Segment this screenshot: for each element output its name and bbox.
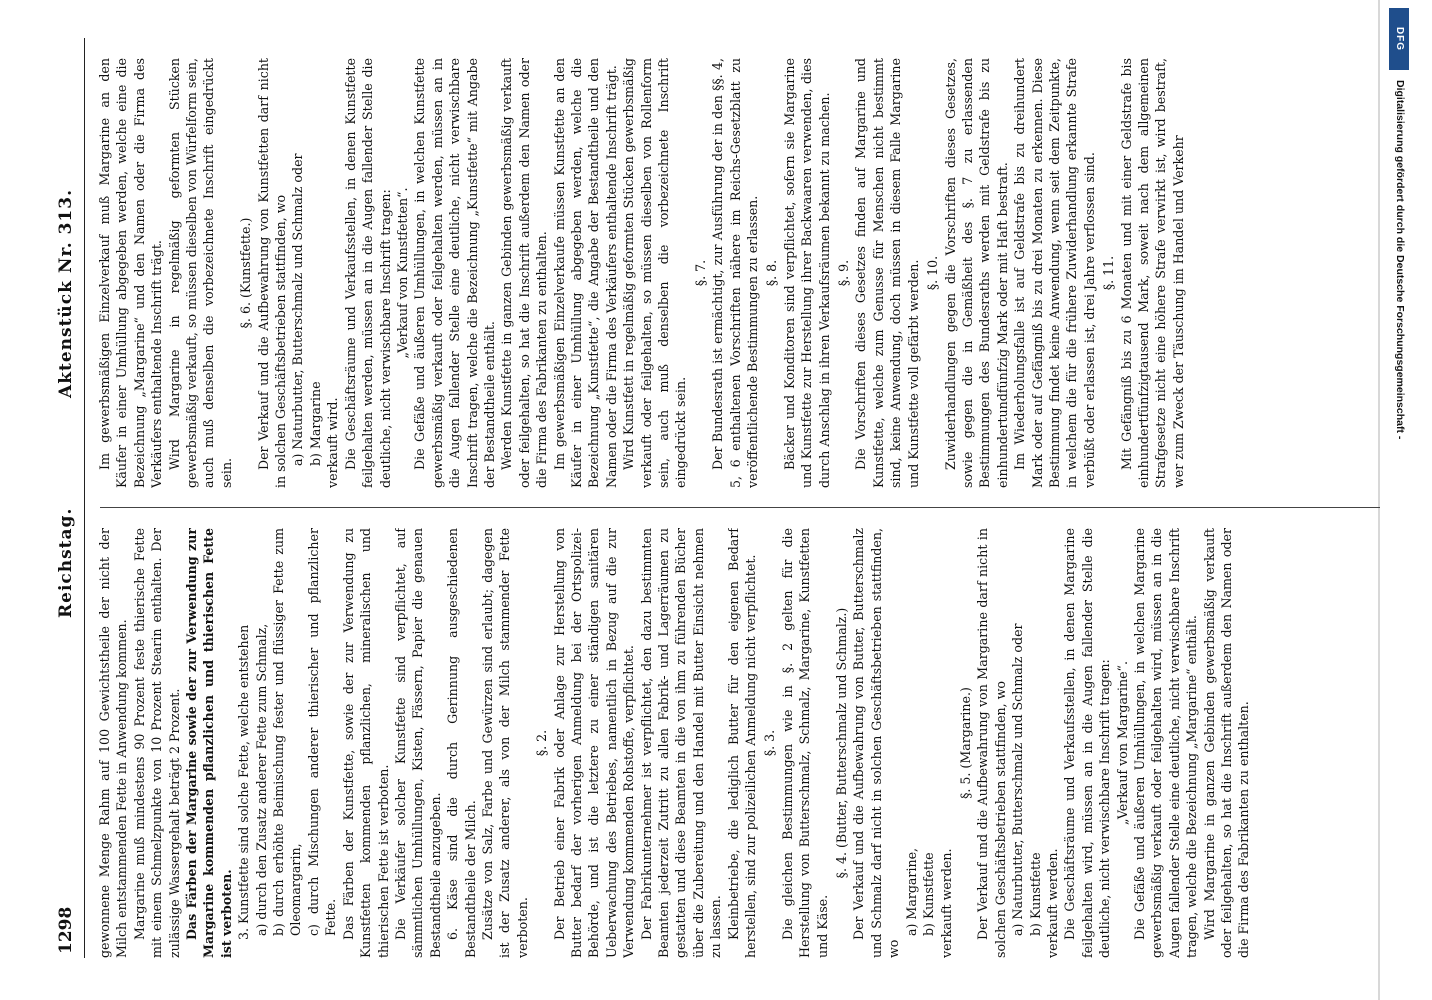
paragraph: Die Gefäße und äußeren Umhüllungen, in welchen Kunstfette gewerbsmäßig verkauft oder feilgehalten werden, müssen an in die Augen fallender Stelle eine deutliche, nicht verwischbare Inschrift tragen, welche die Bezeichnung „Kunstfette“ mit Angabe der Bestandtheile enthält.	[412, 58, 497, 488]
dfg-logo	[1389, 8, 1409, 70]
list-item: c) durch Mischungen anderer thierischer und pflanzlicher Fette.	[305, 528, 339, 936]
section-heading: §. 9.	[836, 259, 852, 287]
list-item: b) Kunstfette	[1027, 852, 1043, 936]
paragraph: 3. Kunstfette sind solche Fette, welche entstehen	[236, 624, 252, 940]
paragraph: Die Vorschriften dieses Gesetzes finden auf Margarine und Kunstfette, welche zum Genusse für Menschen nicht bestimmt sind, keine Anwendung, doch müssen in diesem Falle Margarine und Kunstfette voll gefärbt werden.	[853, 58, 921, 488]
paragraph: verkauft wird.	[325, 397, 341, 488]
section-heading: §. 3.	[762, 729, 778, 757]
list-item: b) Margarine	[307, 381, 323, 466]
section-heading: §. 6. (Kunstfette.)	[238, 217, 254, 329]
paragraph: Margarine muß mindestens 90 Prozent feste thierische Fette mit einem Schmelzpunkte von 10 Prozent Stearin enthalten. Der zulässige Wassergehalt beträgt 2 Prozent.	[131, 528, 182, 958]
section-heading: §. 11.	[1101, 255, 1117, 291]
paragraph: Der Verkauf und die Aufbewahrung von Butter, Butterschmalz und Schmalz darf nicht in solchen Geschäftsbetrieben stattfinden, wo	[851, 528, 902, 958]
paragraph: Die gleichen Bestimmungen wie in §. 2 gelten für die Herstellung von Butterschmalz, Schmalz, Margarine, Kunstfetten und Käse.	[779, 528, 830, 958]
list-item: a) durch den Zusatz anderer Fette zum Schmalz,	[253, 623, 269, 936]
paragraph: Im Wiederholungsfalle ist auf Geldstrafe bis zu dreihundert Mark oder auf Gefängniß bis zu drei Monaten zu erkennen. Diese Bestimmung findet keine Anwendung, wenn seit dem Zeitpunkte, in welchem die für die frühere Zuwiderhandlung erkannte Strafe verbüßt oder erlassen ist, drei Jahre verflossen sind.	[1012, 58, 1097, 488]
running-title: Reichstag.	[56, 507, 76, 618]
paragraph: Das Färben der Margarine sowie der zur Verwendung zur Margarine kommenden pflanzlichen und thierischen Fette ist verboten.	[184, 528, 234, 958]
section-heading: §. 8.	[764, 259, 780, 287]
list-item: b) durch erhöhte Beimischung fester und flüssiger Fette zum Oleomargarin,	[271, 528, 304, 936]
section-heading: §. 4. (Butter, Butterschmalz und Schmalz.)	[834, 607, 850, 879]
section-heading: §. 7.	[692, 259, 708, 287]
document-page	[50, 38, 1410, 958]
paragraph: 6. Käse sind die durch Gerinnung ausgeschiedenen Bestandtheile der Milch.	[445, 528, 478, 958]
paragraph: Kleinbetriebe, die lediglich Butter für den eigenen Bedarf herstellen, sind zur polizeilichen Anmeldung nicht verpflichtet.	[725, 528, 759, 958]
dfg-logo-text: DFG	[1394, 26, 1405, 52]
paragraph: Im gewerbsmäßigen Einzelverkaufe müssen Kunstfette an den Käufer in einer Umhüllung abgegeben werden, welche die Bezeichnung „Kunstfette“, die Angabe der Bestandtheile und den Namen oder die Firma des Verkäufers enthaltende Inschrift trägt.	[551, 58, 619, 488]
list-item: a) Naturbutter, Butterschmalz und Schmalz oder	[290, 153, 306, 466]
paragraph: Zusätze von Salz, Farbe und Gewürzen sind erlaubt; dagegen ist der Zusatz anderer, als von der Milch stammender Fette verboten.	[479, 528, 530, 958]
digitization-credit-text: Digitalisierung gefördert durch die Deutsche Forschungsgemeinschaft -	[1394, 80, 1406, 440]
paragraph: Zuwiderhandlungen gegen die Vorschriften dieses Gesetzes, sowie gegen die in Gemäßheit des §. 7 zu erlassenden Bestimmungen des Bundesraths werden mit Geldstrafe bis zu einhundertundfünfzig Mark oder mit Haft bestraft.	[942, 58, 1010, 488]
page-header	[50, 38, 85, 958]
paragraph: Die Verkäufer solcher Kunstfette sind verpflichtet, auf sämmtlichen Umhüllungen, Kisten, Fässern, Papier die genauen Bestandtheile anzugeben.	[392, 528, 443, 958]
quoted-inscription: „Verkauf von Margarine“.	[1114, 660, 1130, 826]
paragraph: Das Färben der Kunstfette, sowie der zur Verwendung zu Kunstfetten kommenden pflanzlichen, mineralischen und thierischen Fette ist verboten.	[340, 528, 391, 958]
paragraph: Die Geschäftsräume und Verkaufsstellen, in denen Margarine feilgehalten wird, müssen an in die Augen fallender Stelle die deutliche, nicht verwischbare Inschrift tragen:	[1062, 528, 1113, 958]
page-number: 1298	[56, 906, 76, 954]
list-item: a) Naturbutter, Butterschmalz und Schmalz oder	[1010, 623, 1026, 936]
digitization-credit	[1388, 80, 1406, 970]
paragraph: Der Verkauf und die Aufbewahrung von Margarine darf nicht in solchen Geschäftsbetrieben stattfinden, wo	[975, 528, 1008, 958]
right-text-column	[96, 58, 1396, 488]
section-heading: §. 2.	[534, 729, 550, 757]
paragraph: Der Verkauf und die Aufbewahrung von Kunstfetten darf nicht in solchen Geschäftsbetrieben stattfinden, wo	[255, 58, 289, 488]
paragraph: Bäcker und Konditoren sind verpflichtet, sofern sie Margarine und Kunstfette zur Herstellung ihrer Backwaaren verwenden, dies durch Anschlag in ihren Verkaufsräumen bekannt zu machen.	[781, 58, 832, 488]
paragraph: Der Betrieb einer Fabrik oder Anlage zur Herstellung von Butter bedarf der vorherigen Anmeldung bei der Ortspolizei-Behörde, und ist die letztere zu einer ständigen sanitären Ueberwachung des Betriebes, namentlich in Bezug auf die zur Verwendung kommenden Rohstoffe, verpflichtet.	[551, 528, 637, 958]
list-item: a) Margarine,	[903, 847, 919, 936]
paragraph: Mit Gefängniß bis zu 6 Monaten und mit einer Geldstrafe bis einhundertfünfzigtausend Mark, soweit nach dem allgemeinen Strafgesetze nicht eine höhere Strafe verwirkt ist, wird bestraft, wer zum Zweck der Täuschung im Handel und Verkehr	[1118, 58, 1186, 488]
paragraph: Wird Kunstfett in regelmäßig geformten Stücken gewerbsmäßig verkauft oder feilgehalten, so müssen dieselben von Rollenform sein, auch muß denselben die vorbezeichnete Inschrift eingedrückt sein.	[621, 58, 689, 488]
section-heading: §. 10.	[925, 255, 941, 291]
paragraph: verkauft werden.	[1044, 848, 1060, 958]
paragraph: Werden Kunstfette in ganzen Gebinden gewerbsmäßig verkauft oder feilgehalten, so hat die Inschrift außerdem den Namen oder die Firma des Fabrikanten zu enthalten.	[499, 58, 550, 488]
document-number: Aktenstück Nr. 313.	[56, 188, 76, 398]
paragraph: Wird Margarine in ganzen Gebinden gewerbsmäßig verkauft oder feilgehalten, so hat die Inschrift außerdem den Namen oder die Firma des Fabrikanten zu enthalten.	[1201, 528, 1252, 958]
paragraph: Die Gefäße und äußeren Umhüllungen, in welchen Margarine gewerbsmäßig verkauft oder feilgehalten wird, müssen an in die Augen fallender Stelle eine deutliche, nicht verwischbare Inschrift tragen, welche die Bezeichnung „Margarine“ enthält.	[1131, 528, 1200, 958]
list-item: b) Kunstfette	[921, 852, 937, 936]
paragraph: Wird Margarine in regelmäßig geformten Stücken gewerbsmäßig verkauft, so müssen dieselben von Würfelform sein, auch muß denselben die vorbezeichnete Inschrift eingedrückt sein.	[166, 58, 234, 488]
left-text-column	[96, 528, 1396, 958]
paragraph: Der Bundesrath ist ermächtigt, zur Ausführung der in den §§. 4, 5, 6 enthaltenen Vorschriften nähere im Reichs-Gesetzblatt zu veröffentlichende Bestimmungen zu erlassen.	[710, 58, 761, 488]
quoted-inscription: „Verkauf von Kunstfetten“.	[394, 187, 410, 359]
paragraph: Der Fabrikunternehmer ist verpflichtet, den dazu bestimmten Beamten jederzeit Zutritt zu allen Fabrik- und Lagerräumen zu gestatten und diese Beamten in die von ihm zu führenden Bücher über die Zubereitung und den Handel mit Butter Einsicht nehmen zu lassen.	[638, 528, 724, 958]
paragraph: verkauft werden.	[938, 848, 954, 958]
section-heading: §. 5. (Margarine.)	[957, 687, 973, 799]
paragraph: gewonnene Menge Rahm auf 100 Gewichtstheile der nicht der Milch entstammenden Fette in Anwendung kommen.	[97, 528, 130, 958]
column-divider	[100, 507, 1380, 508]
paragraph: Im gewerbsmäßigen Einzelverkauf muß Margarine an den Käufer in einer Umhüllung abgegeben werden, welche eine die Bezeichnung „Margarine“ und den Namen oder die Firma des Verkäufers enthaltende Inschrift trägt.	[97, 58, 165, 488]
paragraph: Die Geschäftsräume und Verkaufsstellen, in denen Kunstfette feilgehalten werden, müssen an in die Augen fallender Stelle die deutliche, nicht verwischbare Inschrift tragen:	[342, 58, 393, 488]
